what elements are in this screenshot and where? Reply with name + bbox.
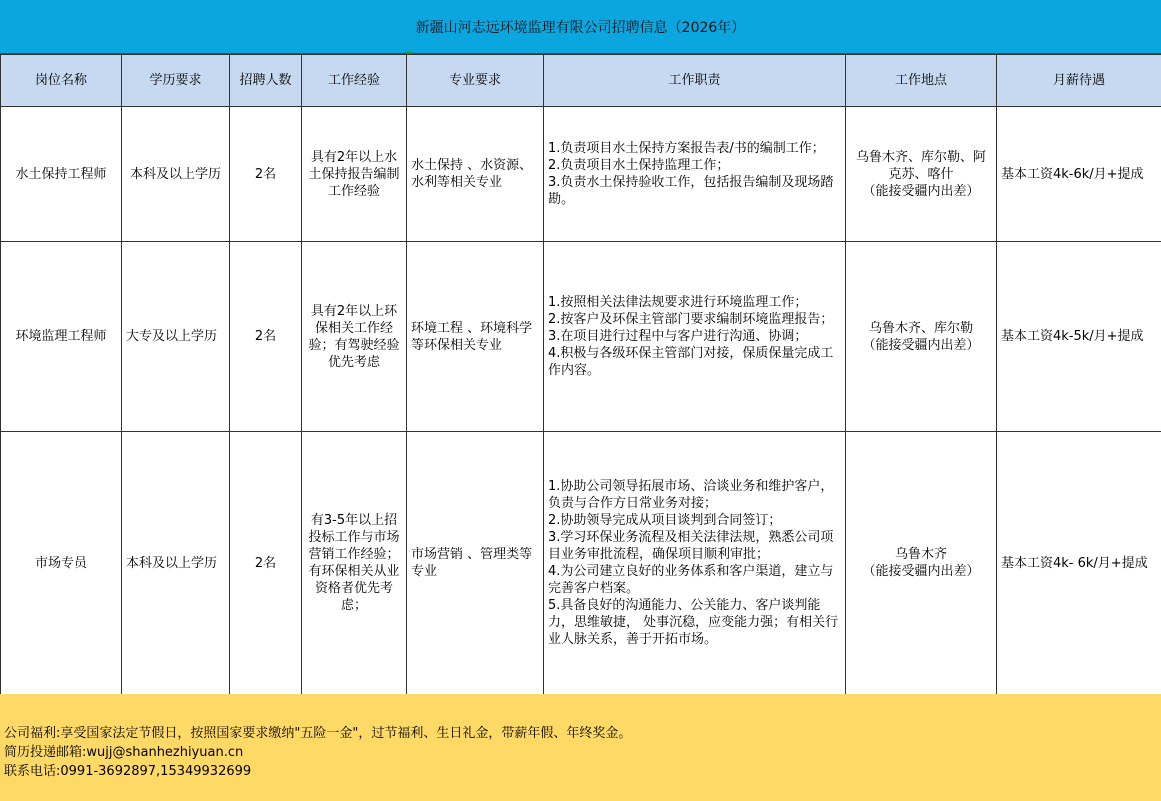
location-text: 乌鲁木齐、库尔勒 — [868, 320, 973, 336]
cell-duties[interactable] — [544, 242, 846, 432]
duty-line: 3.学习环保业务流程及相关法律法规，熟悉公司项目业务审批流程，确保项目顺利审批； — [548, 530, 834, 562]
header-education[interactable]: 学历要求 — [122, 55, 230, 107]
cell-count[interactable]: 2名 — [230, 432, 302, 695]
header-experience[interactable]: 工作经验 — [302, 55, 407, 107]
duty-line: 2.协助领导完成从项目谈判到合同签订； — [548, 513, 782, 528]
header-major[interactable]: 专业要求 — [407, 55, 544, 107]
cell-position[interactable]: 水土保持工程师 — [1, 107, 122, 242]
cell-major[interactable]: 水土保持 、水资源、水利等相关专业 — [407, 107, 544, 242]
duty-line: 1.按照相关法律法规要求进行环境监理工作； — [548, 295, 808, 310]
duty-line: 3.在项目进行过程中与客户进行沟通、协调； — [548, 329, 808, 344]
cell-experience[interactable]: 有3-5年以上招投标工作与市场营销工作经验；有环保相关从业资格者优先考虑； — [302, 432, 407, 695]
cell-education[interactable]: 本科及以上学历 — [122, 107, 230, 242]
benefits-text: 公司福利:享受国家法定节假日，按照国家要求缴纳"五险一金"，过节福利、生日礼金，带薪年假、年终奖金。 — [4, 726, 632, 741]
cell-count[interactable]: 2名 — [230, 107, 302, 242]
header-position[interactable]: 岗位名称 — [1, 55, 122, 107]
cell-major[interactable]: 环境工程 、环境科学等环保相关专业 — [407, 242, 544, 432]
header-duties[interactable]: 工作职责 — [544, 55, 846, 107]
cell-major[interactable]: 市场营销 、管理类等专业 — [407, 432, 544, 695]
duty-line: 5.具备良好的沟通能力、公关能力、客户谈判能力，思维敏捷， 处事沉稳，应变能力强；有相关行业人脉关系，善于开拓市场。 — [548, 598, 839, 647]
cell-duties[interactable] — [544, 432, 846, 695]
sheet-title: 新疆山河志远环境监理有限公司招聘信息（2026年） — [0, 0, 1161, 54]
header-salary[interactable]: 月薪待遇 — [997, 55, 1161, 107]
location-note: （能接受疆内出差） — [862, 183, 980, 199]
table-header-row — [1, 55, 1161, 107]
cell-duties[interactable] — [544, 107, 846, 242]
location-text: 乌鲁木齐、库尔勒、阿克苏、喀什 — [855, 149, 986, 182]
location-text: 乌鲁木齐 — [894, 547, 947, 562]
cell-salary[interactable]: 基本工资4k-6k/月+提成 — [997, 107, 1161, 242]
cell-position[interactable]: 市场专员 — [1, 432, 122, 695]
location-note: （能接受疆内出差） — [862, 564, 980, 579]
cell-count[interactable]: 2名 — [230, 242, 302, 432]
cell-position[interactable]: 环境监理工程师 — [1, 242, 122, 432]
header-count[interactable]: 招聘人数 — [230, 55, 302, 107]
cell-location[interactable] — [846, 107, 997, 242]
email-text: 简历投递邮箱:wujj@shanhezhiyuan.cn — [4, 745, 244, 760]
duty-line: 3.负责水土保持验收工作，包括报告编制及现场踏勘。 — [548, 175, 834, 207]
duty-line: 4.积极与各级环保主管部门对接，保质保量完成工作内容。 — [548, 346, 834, 378]
header-location[interactable]: 工作地点 — [846, 55, 997, 107]
duty-line: 2.负责项目水土保持监理工作； — [548, 158, 730, 173]
cell-experience[interactable]: 具有2年以上环保相关工作经验；有驾驶经验优先考虑 — [302, 242, 407, 432]
cell-salary[interactable]: 基本工资4k-5k/月+提成 — [997, 242, 1161, 432]
recruitment-table — [0, 54, 1161, 695]
phone-text: 联系电话:0991-3692897,15349932699 — [4, 764, 252, 779]
table-row — [1, 432, 1161, 695]
table-row — [1, 107, 1161, 242]
cell-salary[interactable]: 基本工资4k- 6k/月+提成 — [997, 432, 1161, 695]
cell-education[interactable]: 本科及以上学历 — [122, 432, 230, 695]
footer-info[interactable] — [0, 694, 1161, 801]
cell-education[interactable]: 大专及以上学历 — [122, 242, 230, 432]
location-note: （能接受疆内出差） — [862, 337, 980, 353]
duty-line: 1.负责项目水土保持方案报告表/书的编制工作； — [548, 141, 825, 156]
duty-line: 1.协助公司领导拓展市场、洽谈业务和维护客户，负责与合作方日常业务对接； — [548, 479, 834, 511]
table-row — [1, 242, 1161, 432]
cell-experience[interactable]: 具有2年以上水土保持报告编制工作经验 — [302, 107, 407, 242]
cell-location[interactable] — [846, 242, 997, 432]
duty-line: 2.按客户及环保主管部门要求编制环境监理报告； — [548, 312, 834, 327]
duty-line: 4.为公司建立良好的业务体系和客户渠道，建立与完善客户档案。 — [548, 564, 834, 596]
cell-location[interactable] — [846, 432, 997, 695]
